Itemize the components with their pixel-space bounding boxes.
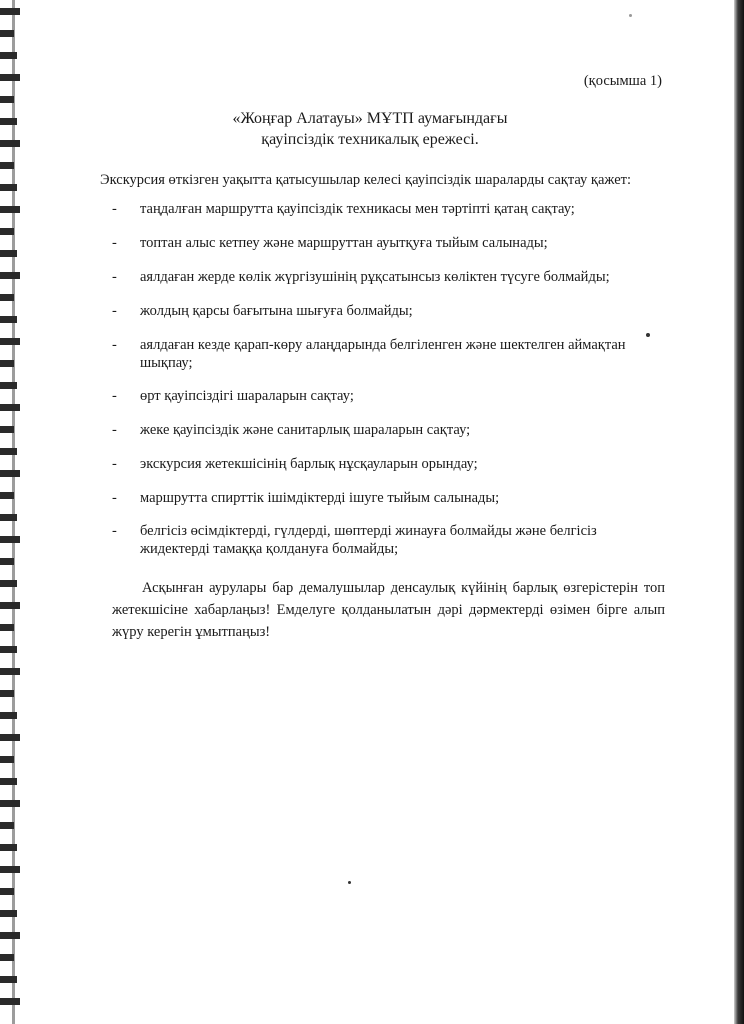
binding-hole [0, 52, 17, 59]
rule-text: белгісіз өсімдіктерді, гүлдерді, шөптерді жинауға болмайды және белгісіз [140, 523, 597, 539]
rule-item [112, 336, 652, 372]
rule-text: топтан алыс кетпеу және маршруттан ауытқуға тыйым салынады; [140, 235, 548, 251]
binding-hole [0, 910, 17, 917]
binding-hole [0, 492, 14, 499]
binding-hole [0, 668, 20, 675]
rule-text: маршрутта спирттік ішімдіктерді ішуге тыйым салынады; [140, 490, 500, 506]
binding-hole [0, 844, 17, 851]
binding-hole [0, 800, 20, 807]
bullet-dash: - [112, 337, 117, 353]
binding-hole [0, 558, 14, 565]
binding-hole [0, 426, 14, 433]
rule-item [112, 302, 652, 320]
intro-text: Экскурсия өткізген уақытта қатысушылар келесі қауіпсіздік шараларды сақтау қажет: [100, 172, 632, 188]
binding-hole [0, 580, 17, 587]
binding-hole [0, 712, 17, 719]
binding-hole [0, 228, 14, 235]
bullet-dash: - [112, 235, 117, 251]
binding-hole [0, 536, 20, 543]
annex-label: (қосымша 1) [583, 73, 662, 89]
binding-hole [0, 932, 20, 939]
rule-item [112, 421, 652, 439]
rule-item [112, 455, 652, 473]
bullet-dash: - [112, 269, 117, 285]
rule-item [112, 489, 652, 507]
rule-text: таңдалған маршрутта қауіпсіздік техникасы мен тәртіпті қатаң сақтау; [140, 201, 575, 217]
scan-speck [629, 14, 632, 17]
binding-hole [0, 602, 20, 609]
rule-item [112, 200, 652, 218]
binding-hole [0, 888, 14, 895]
binding-hole [0, 74, 20, 81]
binding-hole [0, 756, 14, 763]
scan-speck [646, 333, 650, 337]
binding-hole [0, 866, 20, 873]
rule-text-continued: шықпау; [140, 355, 193, 371]
binding-hole [0, 954, 14, 961]
binding-hole [0, 976, 17, 983]
bullet-dash: - [112, 303, 117, 319]
bullet-dash: - [112, 490, 117, 506]
scan-right-edge [734, 0, 744, 1024]
bullet-dash: - [112, 422, 117, 438]
rule-text: экскурсия жетекшісінің барлық нұсқауларын орындау; [140, 456, 478, 472]
title-line-1: «Жоңғар Алатауы» МҰТП аумағындағы [232, 110, 508, 127]
binding-hole [0, 360, 14, 367]
title-line-2: қауіпсіздік техникалық ережесі. [261, 131, 479, 148]
binding-strip [0, 0, 26, 1024]
rule-item [112, 234, 652, 252]
bullet-dash: - [112, 523, 117, 539]
rule-text-continued: жидектерді тамаққа қолдануға болмайды; [140, 541, 399, 557]
binding-hole [0, 206, 20, 213]
binding-hole [0, 338, 20, 345]
scan-speck [348, 881, 351, 884]
binding-hole [0, 690, 14, 697]
binding-hole [0, 294, 14, 301]
rule-item [112, 522, 652, 558]
rule-text: жолдың қарсы бағытына шығуға болмайды; [140, 303, 413, 319]
binding-hole [0, 778, 17, 785]
binding-hole [0, 404, 20, 411]
binding-hole [0, 646, 17, 653]
bullet-dash: - [112, 456, 117, 472]
binding-hole [0, 140, 20, 147]
binding-hole [0, 382, 17, 389]
binding-hole [0, 822, 14, 829]
binding-hole [0, 470, 20, 477]
binding-hole [0, 316, 17, 323]
rule-item [112, 387, 652, 405]
binding-hole [0, 184, 17, 191]
rule-text: өрт қауіпсіздігі шараларын сақтау; [140, 388, 354, 404]
document-title [120, 108, 620, 150]
binding-hole [0, 734, 20, 741]
binding-hole [0, 162, 14, 169]
closing-paragraph: Асқынған аурулары бар демалушылар денсаулық күйінің барлық өзгерістерін топ жетекшісіне хабарлаңыз! Емделуге қолданылатын дәрі дәрмектерді өзімен бірге алып жүру керегін ұмытпаңыз! [112, 580, 665, 640]
binding-hole [0, 30, 14, 37]
binding-hole [0, 8, 20, 15]
binding-hole [0, 96, 14, 103]
binding-hole [0, 272, 20, 279]
binding-hole [0, 118, 17, 125]
bullet-dash: - [112, 388, 117, 404]
binding-hole [0, 624, 14, 631]
binding-hole [0, 998, 20, 1005]
binding-hole [0, 448, 17, 455]
bullet-dash: - [112, 201, 117, 217]
binding-hole [0, 250, 17, 257]
binding-hole [0, 514, 17, 521]
rule-text: жеке қауіпсіздік және санитарлық шараларын сақтау; [140, 422, 471, 438]
rule-text: аялдаған кезде қарап-көру алаңдарында белгіленген және шектелген аймақтан [140, 337, 626, 353]
rule-item [112, 268, 652, 286]
rule-text: аялдаған жерде көлік жүргізушінің рұқсатынсыз көліктен түсуге болмайды; [140, 269, 610, 285]
